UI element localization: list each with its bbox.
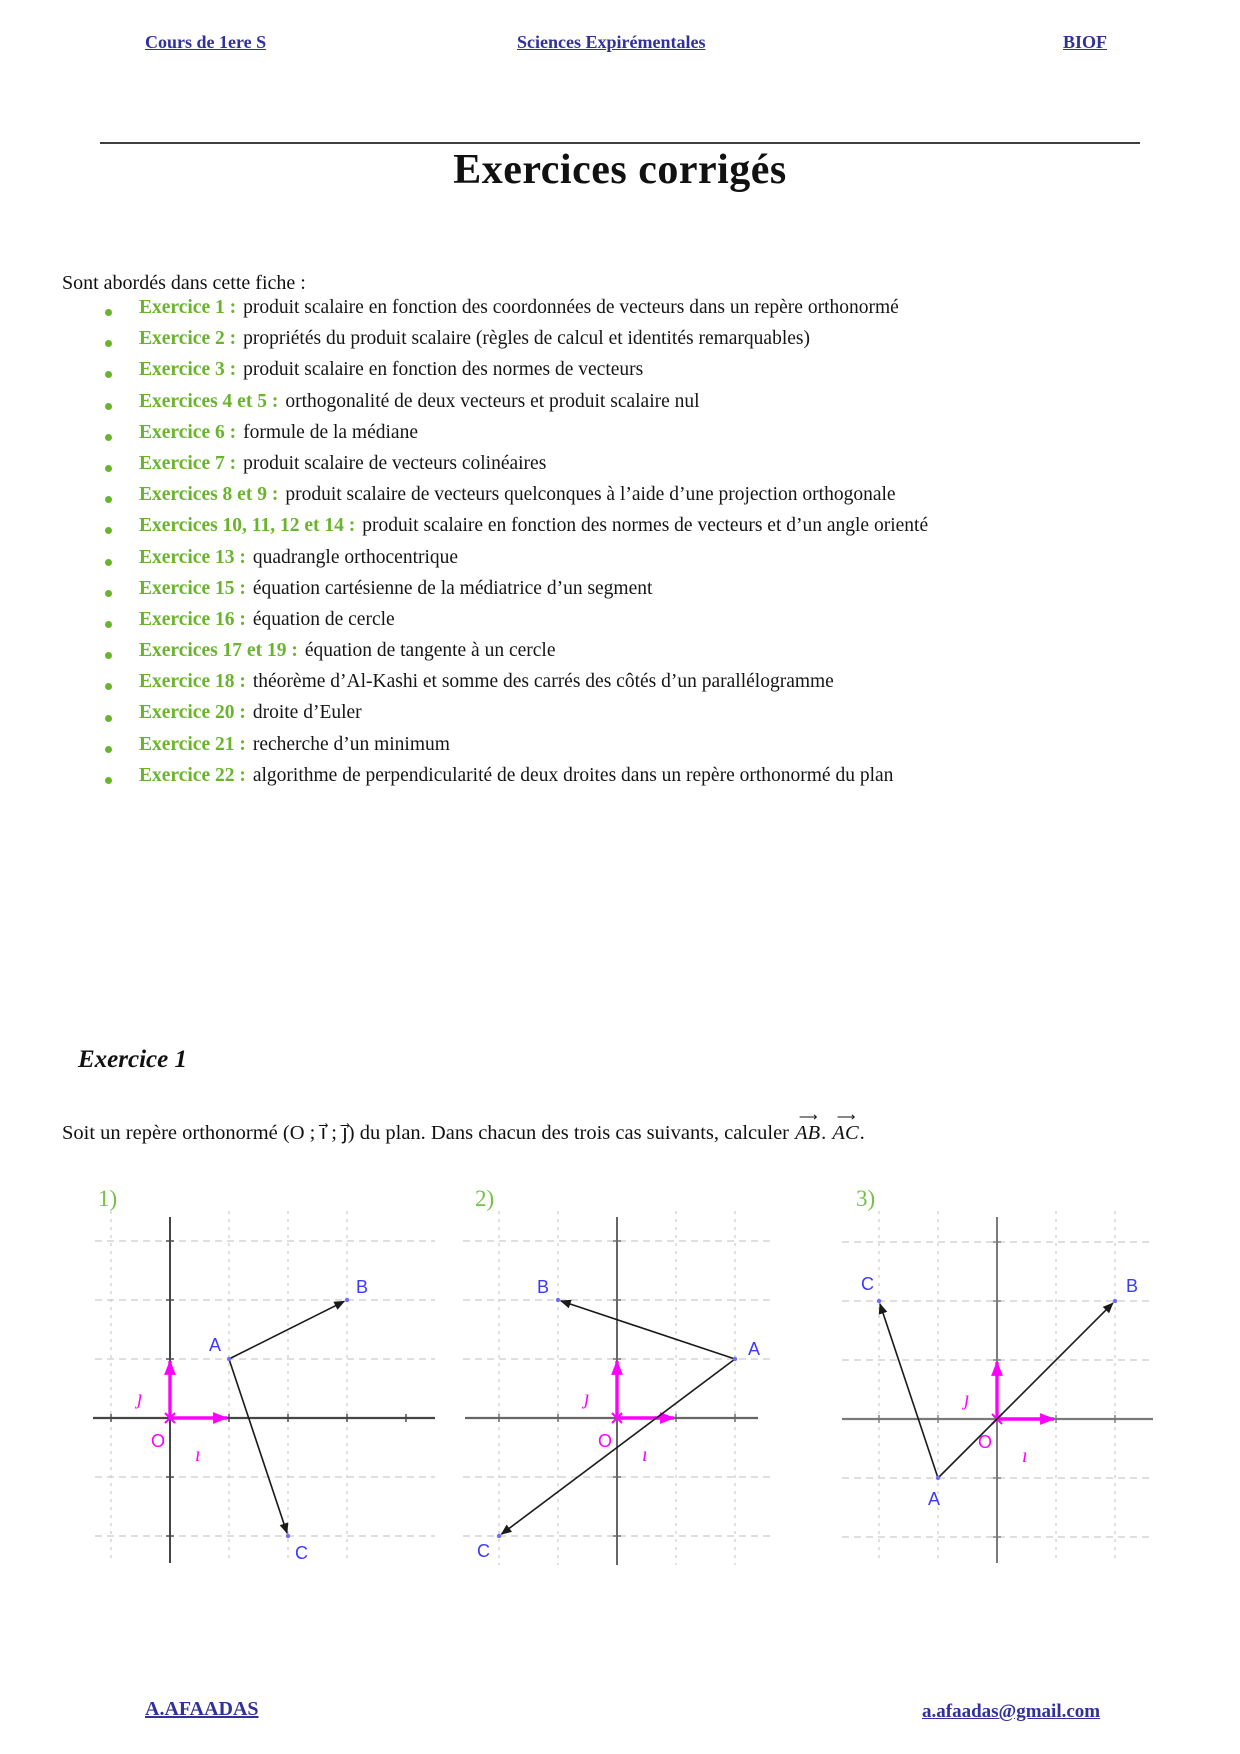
toc-item-label: Exercice 15 :	[139, 577, 246, 599]
point-C	[877, 1299, 881, 1303]
point-label-B: B	[356, 1277, 369, 1297]
intro-text: Sont abordés dans cette fiche :	[62, 272, 306, 294]
footer-email-link[interactable]: a.afaadas@gmail.com	[922, 1701, 1101, 1722]
origin-label: O	[150, 1431, 165, 1451]
toc-item-label: Exercice 16 :	[139, 608, 246, 630]
bullet-icon	[105, 465, 112, 472]
toc-item-label: Exercice 13 :	[139, 546, 246, 568]
toc-item-description: théorème d’Al-Kashi et somme des carrés des côtés d’un parallélogramme	[252, 671, 834, 693]
exercise-list	[105, 297, 928, 796]
point-label-C: C	[861, 1274, 874, 1294]
toc-item	[105, 765, 928, 796]
i-vector-label: ı⃗	[642, 1444, 664, 1466]
j-vector-label: ȷ⃗	[137, 1387, 159, 1409]
point-A	[936, 1476, 940, 1480]
point-B	[345, 1298, 349, 1302]
figure-number-label: 2)	[475, 1186, 495, 1211]
toc-item-description: équation cartésienne de la médiatrice d’un segment	[252, 577, 653, 599]
statement-pre: Soit un repère orthonormé	[62, 1122, 283, 1144]
toc-item	[105, 671, 928, 702]
bullet-icon	[105, 652, 112, 659]
point-label-C: C	[477, 1541, 490, 1561]
toc-item-description: propriétés du produit scalaire (règles de calcul et identités remarquables)	[243, 328, 810, 350]
exercise-1-heading: Exercice 1	[78, 1046, 187, 1073]
toc-item	[105, 328, 928, 359]
origin-label: O	[597, 1431, 612, 1451]
point-label-B: B	[536, 1277, 549, 1297]
coordinate-grid-figure	[835, 1205, 1165, 1580]
toc-item	[105, 453, 928, 484]
header-link-course[interactable]: Cours de 1ere S	[145, 32, 267, 52]
toc-item-label: Exercice 1 :	[139, 297, 237, 318]
toc-item-description: formule de la médiane	[243, 421, 418, 443]
bullet-icon	[105, 683, 112, 690]
point-A	[227, 1357, 231, 1361]
bullet-icon	[105, 496, 112, 503]
toc-item-description: algorithme de perpendicularité de deux droites dans un repère orthonormé du plan	[252, 764, 894, 786]
toc-item-description: équation de tangente à un cercle	[304, 640, 556, 662]
statement-end: .	[859, 1122, 865, 1144]
vector-AC	[229, 1359, 287, 1533]
toc-item-label: Exercice 3 :	[139, 359, 237, 381]
point-B	[556, 1298, 560, 1302]
i-vector-label: ı⃗	[1022, 1445, 1044, 1467]
toc-item-description: produit scalaire en fonction des normes de vecteurs et d’un angle orienté	[362, 515, 929, 537]
point-B	[1113, 1299, 1117, 1303]
toc-item-description: équation de cercle	[252, 608, 395, 630]
i-vector-label: ı⃗	[195, 1444, 217, 1466]
toc-item-label: Exercice 6 :	[139, 421, 237, 443]
toc-item-description: produit scalaire de vecteurs quelconques à l’aide d’une projection orthogonale	[285, 484, 896, 506]
toc-item-description: produit scalaire en fonction des coordonnées de vecteurs dans un repère orthonormé	[243, 297, 899, 318]
horizontal-rule	[100, 142, 1140, 144]
toc-item-label: Exercice 2 :	[139, 328, 237, 350]
toc-item	[105, 297, 928, 328]
point-A	[733, 1357, 737, 1361]
bullet-icon	[105, 715, 112, 722]
toc-item-label: Exercices 4 et 5 :	[139, 390, 279, 412]
toc-item-description: droite d’Euler	[252, 702, 362, 724]
point-label-A: A	[208, 1335, 221, 1355]
vector-ab: ⟶ AB	[794, 1122, 821, 1145]
toc-item-label: Exercice 7 :	[139, 452, 237, 474]
header-link-biof[interactable]: BIOF	[1063, 32, 1108, 52]
origin-label: O	[977, 1432, 992, 1452]
toc-item-label: Exercices 8 et 9 :	[139, 484, 279, 506]
bullet-icon	[105, 746, 112, 753]
toc-item-description: produit scalaire en fonction des normes de vecteurs	[243, 359, 644, 381]
bullet-icon	[105, 559, 112, 566]
toc-item-label: Exercice 18 :	[139, 671, 246, 693]
bullet-icon	[105, 777, 112, 784]
toc-item	[105, 578, 928, 609]
toc-item	[105, 734, 928, 765]
exercise-1-statement	[62, 1120, 865, 1145]
toc-item	[105, 702, 928, 733]
coordinate-grid-figure	[455, 1205, 785, 1580]
toc-item-label: Exercice 21 :	[139, 733, 246, 755]
toc-item	[105, 547, 928, 578]
figure-number-label: 1)	[98, 1186, 118, 1211]
header-link-science[interactable]: Sciences Expirémentales	[517, 32, 706, 52]
bullet-icon	[105, 621, 112, 628]
toc-item-description: orthogonalité de deux vecteurs et produit scalaire nul	[285, 390, 700, 412]
point-label-A: A	[748, 1339, 761, 1359]
vector-AB	[561, 1301, 735, 1359]
bullet-icon	[105, 371, 112, 378]
bullet-icon	[105, 590, 112, 597]
toc-item	[105, 422, 928, 453]
point-label-C: C	[295, 1543, 308, 1563]
toc-item-label: Exercice 20 :	[139, 702, 246, 724]
point-C	[497, 1534, 501, 1538]
vector-ac: ⟶ AC	[831, 1122, 859, 1145]
bullet-icon	[105, 340, 112, 347]
footer-author-link[interactable]: A.AFAADAS	[145, 1698, 259, 1720]
vector-AC	[880, 1304, 938, 1478]
toc-item-description: quadrangle orthocentrique	[252, 546, 459, 568]
toc-item	[105, 484, 928, 515]
frame-notation: (O ; ı⃗ ; ȷ⃗)	[282, 1122, 355, 1144]
figure-number-label: 3)	[856, 1186, 876, 1211]
toc-item-label: Exercice 22 :	[139, 764, 246, 786]
toc-item	[105, 609, 928, 640]
vector-AB	[229, 1301, 344, 1359]
bullet-icon	[105, 434, 112, 441]
dot-operator: .	[821, 1122, 832, 1144]
point-C	[286, 1534, 290, 1538]
coordinate-grid-figure	[85, 1205, 445, 1580]
toc-item	[105, 391, 928, 422]
bullet-icon	[105, 309, 112, 316]
toc-item	[105, 359, 928, 390]
point-label-A: A	[927, 1489, 941, 1509]
toc-item-description: recherche d’un minimum	[252, 733, 450, 755]
j-vector-label: ȷ⃗	[584, 1387, 606, 1409]
toc-item	[105, 640, 928, 671]
statement-mid: du plan. Dans chacun des trois cas suivants, calculer	[354, 1122, 795, 1144]
toc-item-label: Exercices 17 et 19 :	[139, 640, 298, 662]
bullet-icon	[105, 527, 112, 534]
j-vector-label: ȷ⃗	[964, 1388, 986, 1410]
toc-item-description: produit scalaire de vecteurs colinéaires	[243, 452, 547, 474]
point-label-B: B	[1126, 1276, 1139, 1296]
toc-item	[105, 515, 928, 546]
page-title: Exercices corrigés	[453, 147, 787, 193]
bullet-icon	[105, 403, 112, 410]
toc-item-label: Exercices 10, 11, 12 et 14 :	[139, 515, 356, 537]
